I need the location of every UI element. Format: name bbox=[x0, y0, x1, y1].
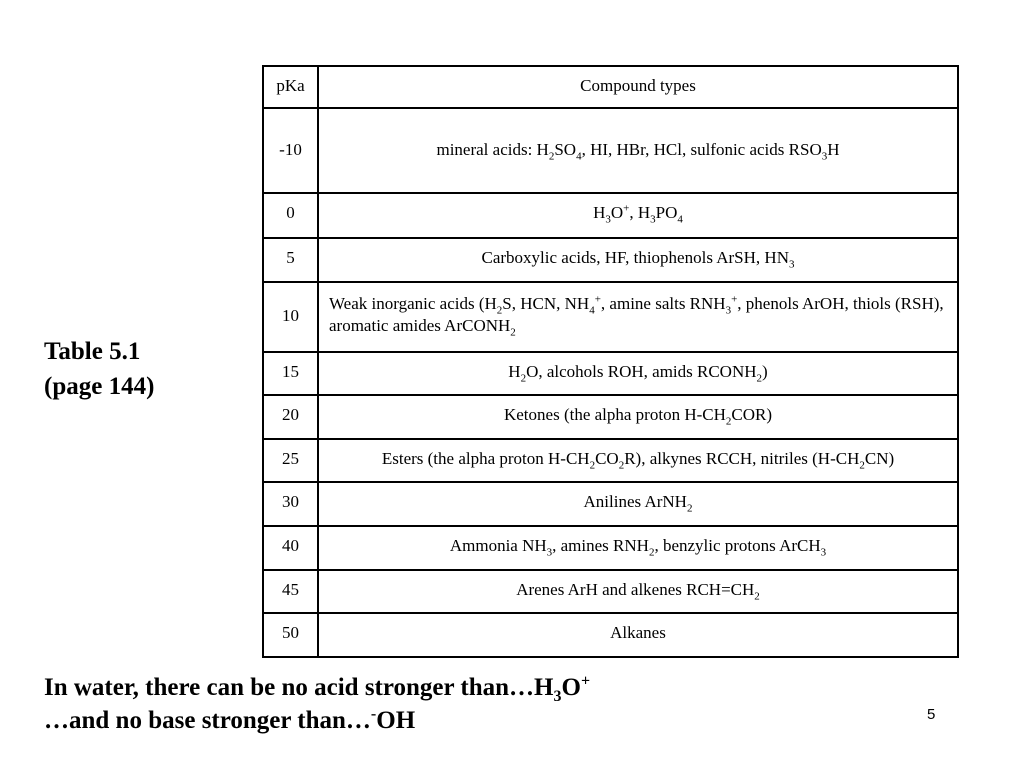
compound-types: mineral acids: $H_2SO_4$, HI, HBr, HCl, sulfonic acids $RSO_3H$ bbox=[318, 108, 958, 193]
table-row bbox=[263, 108, 958, 193]
pka-value: 45 bbox=[263, 570, 318, 613]
pka-value: 30 bbox=[263, 482, 318, 526]
table-row bbox=[263, 482, 958, 526]
pka-value: 40 bbox=[263, 526, 318, 570]
pka-value: 5 bbox=[263, 238, 318, 282]
compound-types: $H_2O$, alcohols ROH, amids $RCONH_2$) bbox=[318, 352, 958, 395]
compound-types: Weak inorganic acids ($H_2S$, HCN, $NH_4^+$, amine salts $RNH_3^+$, phenols ArOH, thiols (RSH), aromatic amides ArCONH$_2$ bbox=[318, 282, 958, 352]
table-header-row bbox=[263, 66, 958, 108]
pka-header: pKa bbox=[263, 66, 318, 108]
compound-types: Anilines ArNH$_2$ bbox=[318, 482, 958, 526]
pka-value: 20 bbox=[263, 395, 318, 439]
pka-value: -10 bbox=[263, 108, 318, 193]
compound-types: Carboxylic acids, HF, thiophenols ArSH, $HN_3$ bbox=[318, 238, 958, 282]
compound-types: Ammonia $NH_3$, amines $RNH_2$, benzylic protons ArCH$_3$ bbox=[318, 526, 958, 570]
table-row bbox=[263, 238, 958, 282]
pka-value: 0 bbox=[263, 193, 318, 238]
pka-value: 15 bbox=[263, 352, 318, 395]
pka-value: 25 bbox=[263, 439, 318, 482]
table-row bbox=[263, 439, 958, 482]
footer-line-acid: In water, there can be no acid stronger $than\dots H_3O^+$ bbox=[44, 672, 591, 705]
footer-note bbox=[44, 671, 590, 737]
table-row bbox=[263, 570, 958, 613]
pka-value: 10 bbox=[263, 282, 318, 352]
caption-page: (page 144) bbox=[44, 373, 155, 400]
table-row bbox=[263, 526, 958, 570]
compound-types: Ketones (the alpha proton $H-CH_2COR$) bbox=[318, 395, 958, 439]
caption-title: Table 5.1 bbox=[44, 338, 141, 365]
pka-value: 50 bbox=[263, 613, 318, 657]
compound-types: Esters (the alpha proton $H-CH_2CO_2R$), alkynes RCCH, nitriles $(H-CH_2CN)$ bbox=[318, 439, 958, 482]
compound-types: Alkanes bbox=[318, 613, 958, 657]
table-row bbox=[263, 352, 958, 395]
table-row bbox=[263, 193, 958, 238]
table-row bbox=[263, 613, 958, 657]
footer-line-base: …and no base stronger than…-OH bbox=[44, 705, 416, 734]
table-row bbox=[263, 395, 958, 439]
page-number: 5 bbox=[927, 706, 936, 723]
table-row bbox=[263, 282, 958, 352]
table-caption bbox=[44, 334, 154, 404]
compound-types: $H_3O^+$, $H_3PO_4$ bbox=[318, 193, 958, 238]
compound-types: Arenes ArH and alkenes $RCH=CH_2$ bbox=[318, 570, 958, 613]
compound-types-header: Compound types bbox=[318, 66, 958, 108]
pka-table bbox=[262, 65, 959, 658]
